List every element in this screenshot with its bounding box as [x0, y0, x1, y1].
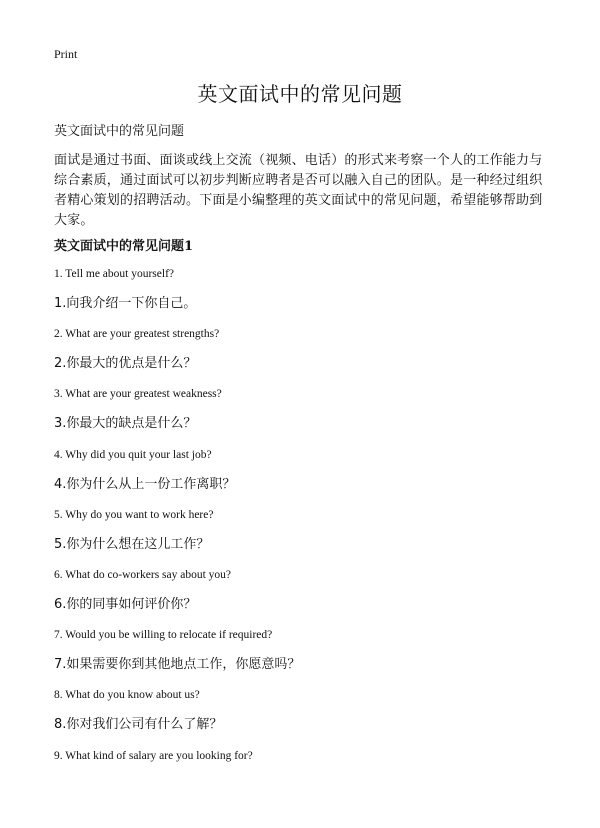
- question-zh: 2.你最大的优点是什么？: [54, 356, 197, 372]
- question-en: 5. Why do you want to work here?: [54, 508, 214, 521]
- qa-list: [54, 266, 554, 778]
- intro-paragraph: 面试是通过书面、面谈或线上交流（视频、电话）的形式来考察一个人的工作能力与综合素质，通过面试可以初步判断应聘者是否可以融入自己的团队。是一种经过组织者精心策划的招聘活动。下面是小编整理的英文面试中的常见问题，希望能够帮助到大家。: [54, 153, 543, 228]
- page-title: 英文面试中的常见问题: [197, 82, 403, 106]
- print-link[interactable]: Print: [54, 47, 78, 61]
- question-en: 7. Would you be willing to relocate if required?: [54, 629, 273, 642]
- question-en: 4. Why did you quit your last job?: [54, 448, 212, 461]
- document-subtitle: 英文面试中的常见问题: [54, 124, 185, 139]
- question-zh: 8.你对我们公司有什么了解？: [54, 717, 223, 733]
- question-en: 3. What are your greatest weakness?: [54, 388, 222, 401]
- question-zh: 5.你为什么想在这儿工作？: [54, 536, 210, 552]
- question-zh: 6.你的同事如何评价你？: [54, 597, 197, 613]
- question-en: 6. What do co-workers say about you?: [54, 568, 232, 581]
- question-en: 8. What do you know about us?: [54, 689, 200, 702]
- question-en: 1. Tell me about yourself?: [54, 268, 175, 280]
- question-zh: 1.向我介绍一下你自己。: [54, 296, 197, 312]
- question-zh: 3.你最大的缺点是什么？: [54, 416, 197, 432]
- question-en: 2. What are your greatest strengths?: [54, 328, 220, 341]
- question-en: 9. What kind of salary are you looking for?: [54, 749, 253, 762]
- question-zh: 7.如果需要你到其他地点工作，你愿意吗？: [54, 657, 301, 673]
- question-zh: 4.你为什么从上一份工作离职？: [54, 476, 236, 492]
- section-heading: 英文面试中的常见问题1: [54, 239, 194, 254]
